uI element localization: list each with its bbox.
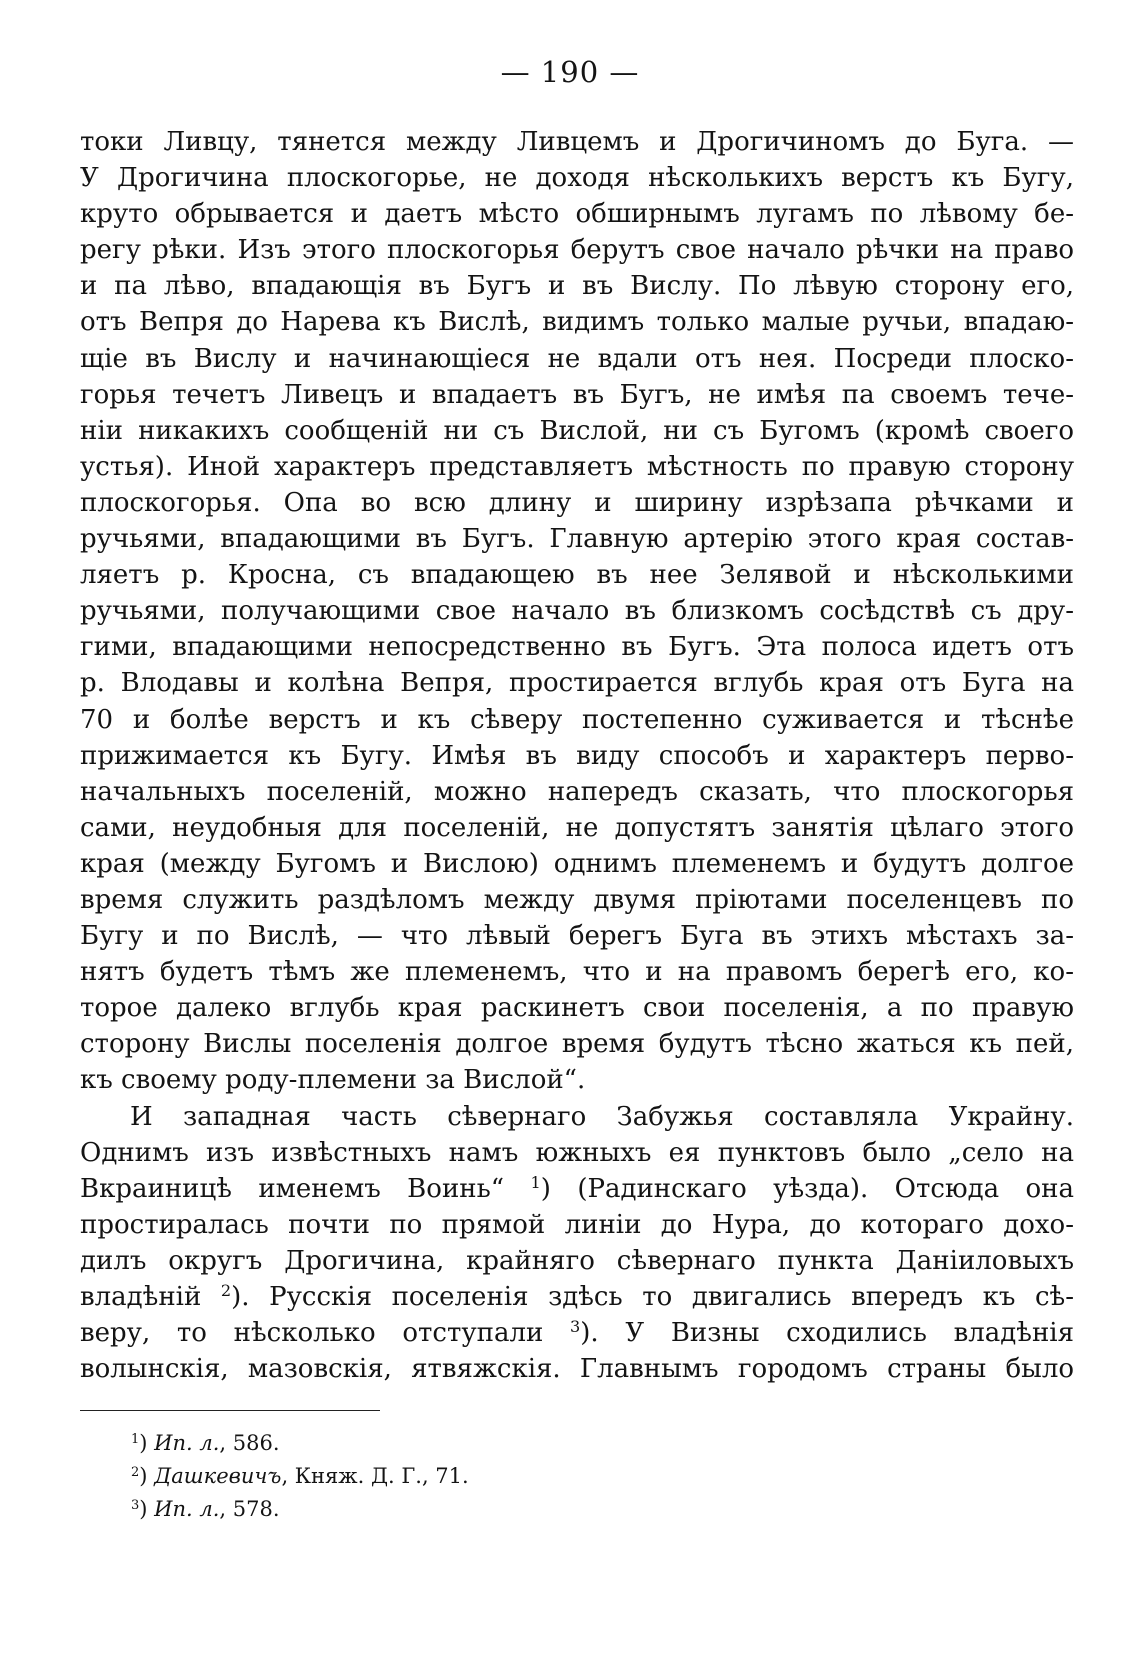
footnote-author: Дашкевичъ bbox=[154, 1464, 282, 1488]
text-fragment: Вкраиницѣ именемъ Воинь“ bbox=[80, 1173, 531, 1204]
page-number: — 190 — bbox=[500, 55, 640, 89]
text-line: простиралась почти по прямой линіи до Нура, до котораго дохо- bbox=[80, 1209, 1074, 1240]
footnote-marker: 3 bbox=[131, 1497, 140, 1513]
text-line bbox=[80, 1279, 1074, 1315]
footnote bbox=[131, 1493, 831, 1526]
footnote-marker: 2 bbox=[131, 1464, 140, 1480]
footnote-paren: ) bbox=[139, 1497, 148, 1521]
text-line: нятъ будетъ тѣмъ же племенемъ, что и на правомъ берегѣ его, ко- bbox=[80, 957, 1074, 988]
text-line: края (между Бугомъ и Вислою) однимъ племенемъ и будутъ долгое bbox=[80, 848, 1074, 879]
text-line: ручьями, получающими свое начало въ близкомъ сосѣдствѣ съ дру- bbox=[80, 596, 1074, 627]
text-line: токи Ливцу, тянется между Ливцемъ и Дрогичиномъ до Буга. — bbox=[80, 127, 1074, 157]
footnote bbox=[131, 1427, 831, 1460]
text-line: сами, неудобныя для поселеній, не допустятъ занятія цѣлаго этого bbox=[80, 812, 1074, 843]
footnote-ref: 2 bbox=[220, 1281, 232, 1301]
text-line bbox=[80, 1315, 1074, 1351]
text-line bbox=[80, 1171, 1074, 1207]
text-line: ніи никакихъ сообщеній ни съ Вислой, ни съ Бугомъ (кромѣ своего bbox=[80, 415, 1074, 446]
text-fragment: веру, то нѣсколько отступали bbox=[80, 1318, 571, 1349]
text-fragment: ). У Визны сходились владѣнія bbox=[580, 1318, 1074, 1349]
text-line: ляетъ р. Кросна, съ впадающею въ нее Зелявой и нѣсколькими bbox=[80, 560, 1074, 591]
footnote-divider bbox=[80, 1410, 380, 1411]
text-line: волынскія, мазовскія, ятвяжскія. Главнымъ городомъ страны было bbox=[80, 1354, 1074, 1385]
text-line: торое далеко вглубь края раскинетъ свои поселенія, а по правую bbox=[80, 993, 1074, 1024]
text-line: У Дрогичина плоскогорье, не доходя нѣсколькихъ верстъ къ Бугу, bbox=[80, 163, 1074, 194]
text-line: дилъ округъ Дрогичина, крайняго сѣвернаго пункта Даніиловыхъ bbox=[80, 1245, 1074, 1276]
text-line: отъ Вепря до Нарева къ Вислѣ, видимъ только малые ручьи, впадаю- bbox=[80, 307, 1074, 338]
footnote-text: , Княж. Д. Г., 71. bbox=[281, 1464, 469, 1488]
text-line: Бугу и по Вислѣ, — что лѣвый берегъ Буга въ этихъ мѣстахъ за- bbox=[80, 921, 1074, 952]
text-line: ручьями, впадающими въ Бугъ. Главную артерію этого края состав- bbox=[80, 524, 1074, 555]
text-line: устья). Иной характеръ представляетъ мѣстность по правую сторону bbox=[80, 451, 1074, 482]
text-line: круто обрывается и даетъ мѣсто обширнымъ лугамъ по лѣвому бе- bbox=[80, 199, 1074, 230]
text-line: гими, впадающими непосредственно въ Бугъ. Эта полоса идетъ отъ bbox=[80, 632, 1074, 663]
body-text bbox=[80, 124, 1074, 1387]
text-line: щіе въ Вислу и начинающіеся не вдали отъ нея. Посреди плоско- bbox=[80, 343, 1074, 374]
footnote-source: Ип. л. bbox=[154, 1497, 220, 1521]
text-line: время служить раздѣломъ между двумя пріютами поселенцевъ по bbox=[80, 884, 1074, 915]
footnote-text: , 586. bbox=[219, 1431, 280, 1455]
text-line: регу рѣки. Изъ этого плоскогорья берутъ свое начало рѣчки на право bbox=[80, 235, 1074, 266]
footnote-ref: 3 bbox=[570, 1317, 581, 1337]
text-line: горья течетъ Ливецъ и впадаетъ въ Бугъ, не имѣя па своемъ тече- bbox=[80, 379, 1074, 410]
footnote-text: , 578. bbox=[219, 1497, 280, 1521]
footnote-paren: ) bbox=[139, 1464, 148, 1488]
footnotes bbox=[131, 1427, 831, 1526]
text-line: сторону Вислы поселенія долгое время будутъ тѣсно жаться къ пей, bbox=[80, 1029, 1074, 1060]
text-line: И западная часть сѣвернаго Забужья составляла Украйну. bbox=[130, 1101, 1074, 1132]
text-line: къ своему роду-племени за Вислой“. bbox=[80, 1065, 586, 1096]
text-fragment: ) (Радинскаго уѣзда). Отсюда она bbox=[540, 1173, 1074, 1204]
text-line: 70 и болѣе верстъ и къ сѣверу постепенно суживается и тѣснѣе bbox=[80, 704, 1074, 735]
footnote bbox=[131, 1460, 831, 1493]
footnote-paren: ) bbox=[139, 1431, 148, 1455]
text-line: плоскогорья. Опа во всю длину и ширину изрѣзапа рѣчками и bbox=[80, 487, 1074, 518]
text-line: р. Влодавы и колѣна Вепря, простирается вглубь края отъ Буга на bbox=[80, 668, 1074, 699]
text-line: прижимается къ Бугу. Имѣя въ виду способъ и характеръ перво- bbox=[80, 740, 1074, 771]
text-fragment: владѣній bbox=[80, 1282, 221, 1312]
footnote-marker: 1 bbox=[131, 1431, 140, 1447]
text-fragment: ). Русскія поселенія здѣсь то двигались впередъ къ сѣ- bbox=[231, 1282, 1074, 1312]
footnote-ref: 1 bbox=[530, 1172, 541, 1192]
text-line: начальныхъ поселеній, можно напередъ сказать, что плоскогорья bbox=[80, 776, 1074, 807]
text-line: Однимъ изъ извѣстныхъ намъ южныхъ ея пунктовъ было „село на bbox=[80, 1137, 1074, 1168]
footnote-source: Ип. л. bbox=[154, 1431, 220, 1455]
text-line: и па лѣво, впадающія въ Бугъ и въ Вислу. По лѣвую сторону его, bbox=[80, 271, 1074, 302]
